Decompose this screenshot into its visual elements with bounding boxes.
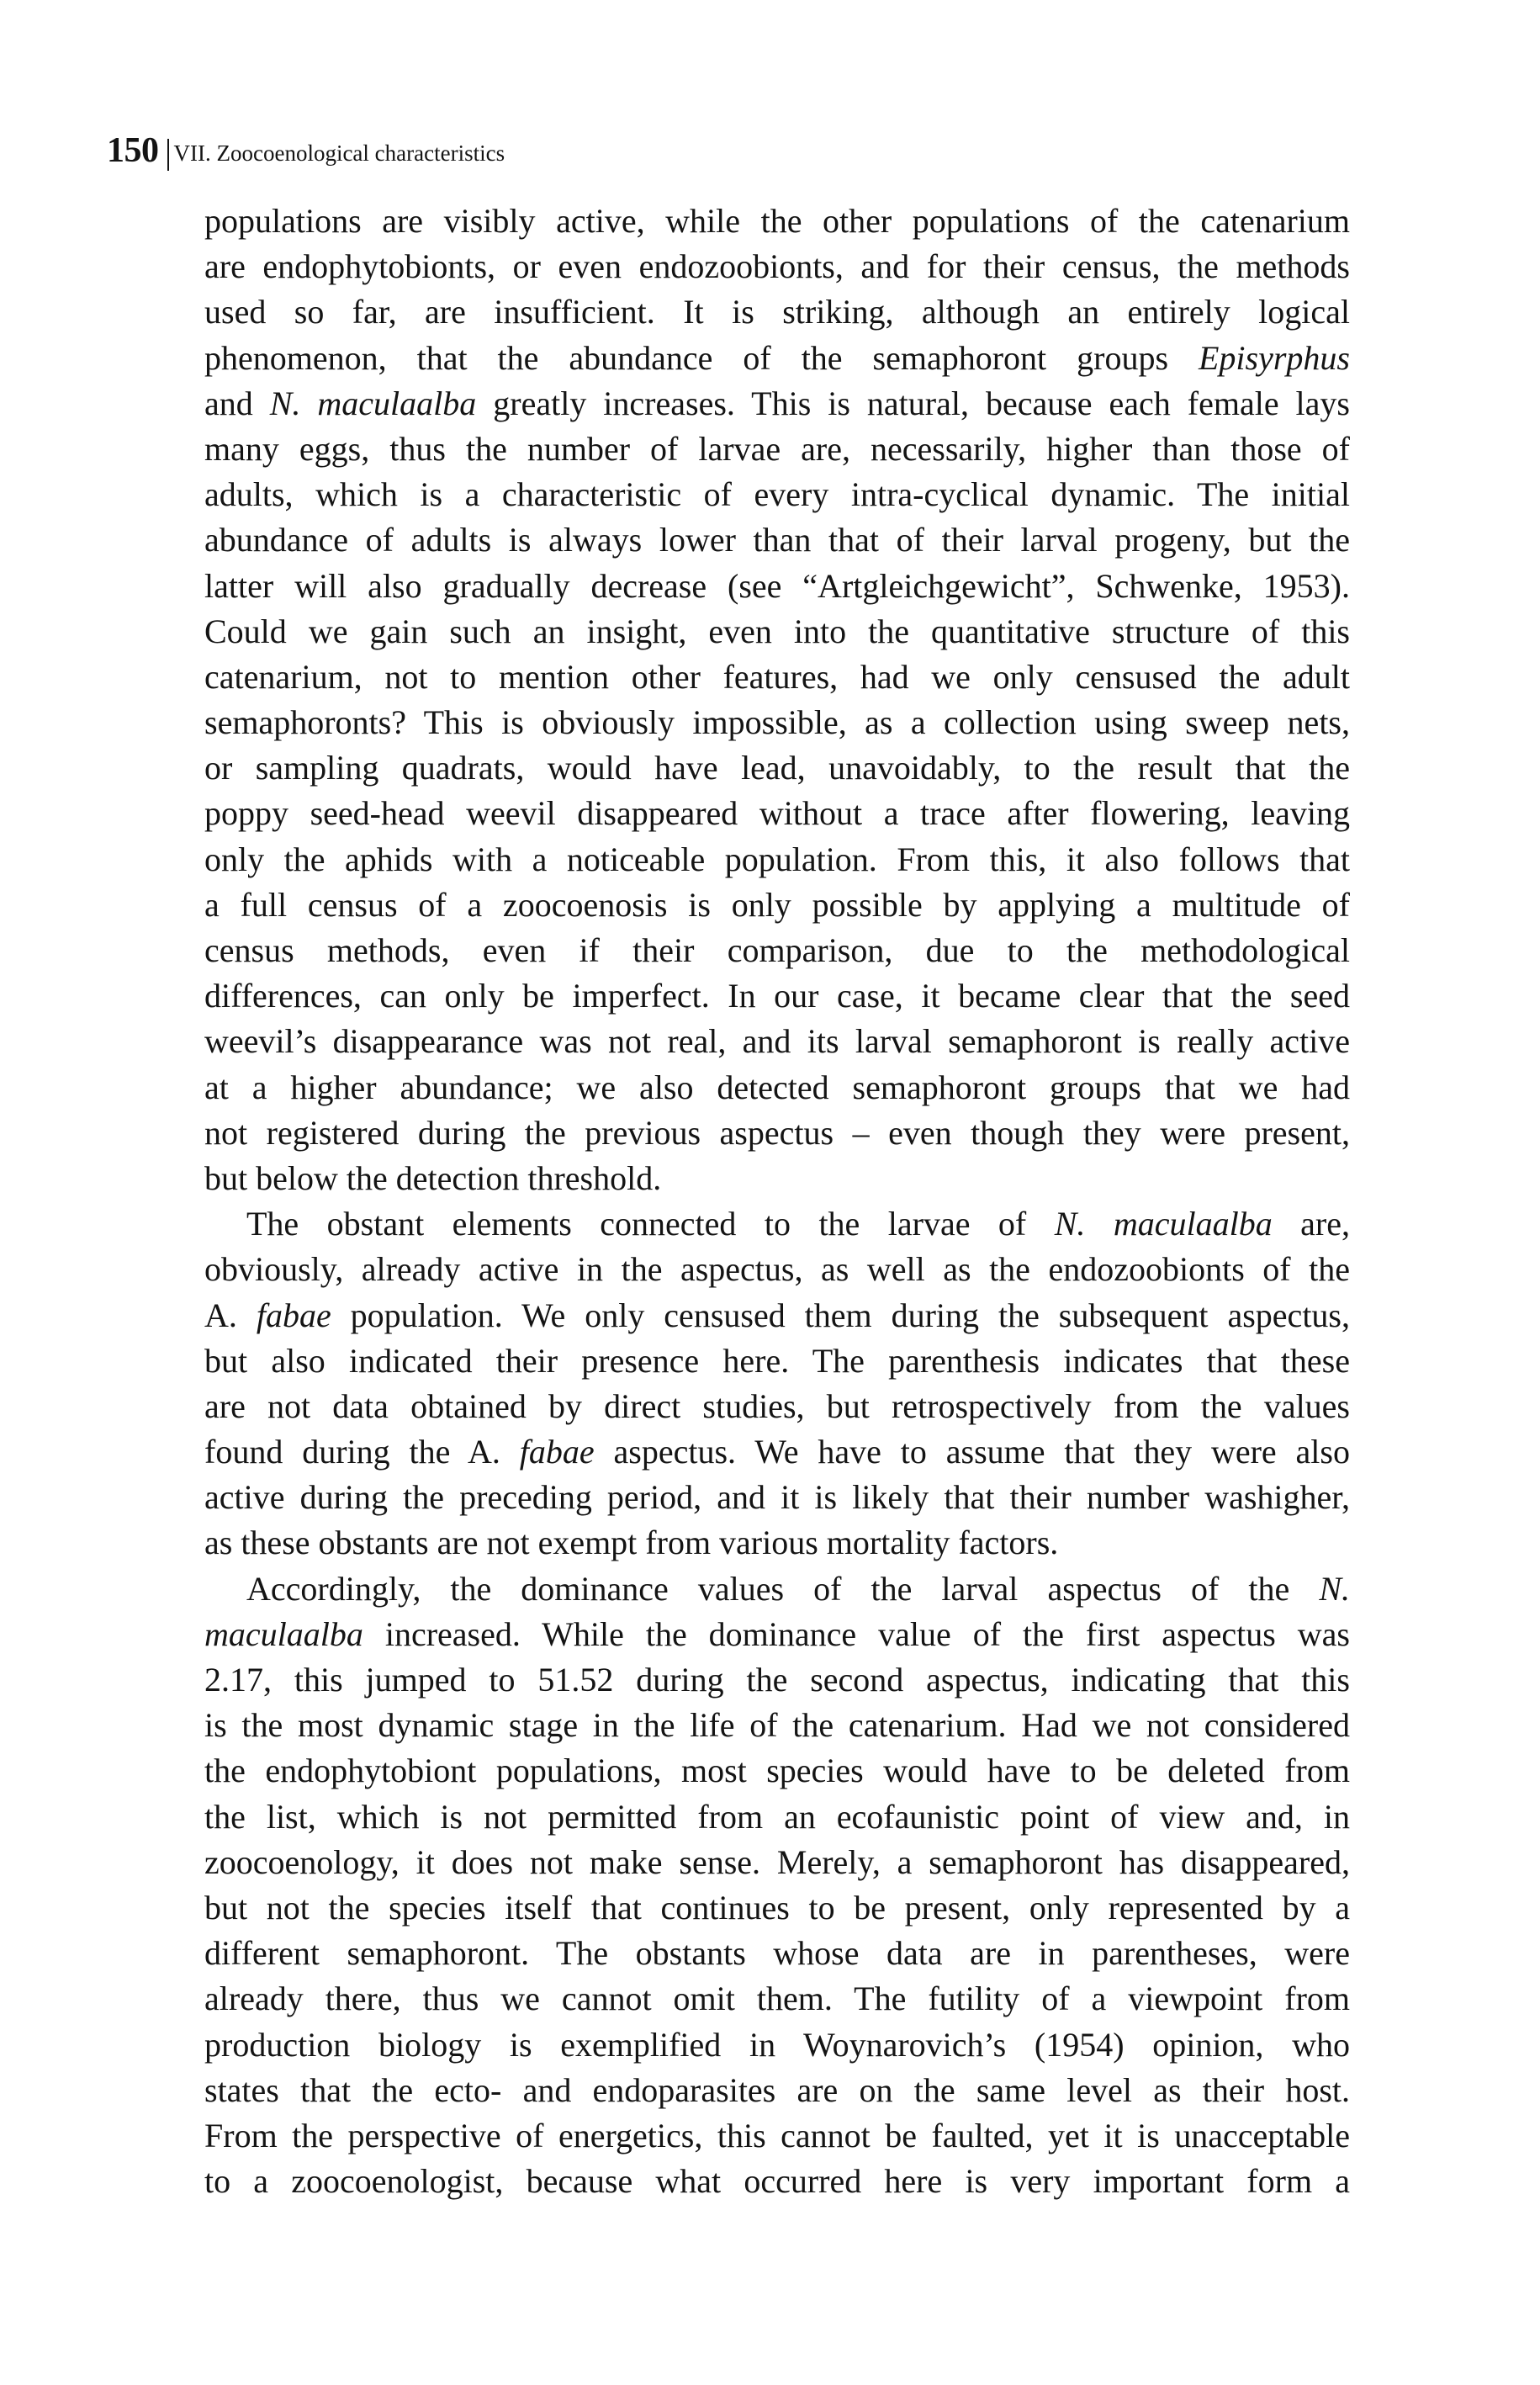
text-run: but not the species itself that continues to be present, only represented by a [204, 1888, 1350, 1927]
text-line [204, 791, 1350, 836]
text-run: is the most dynamic stage in the life of the catenarium. Had we not considered [204, 1706, 1350, 1745]
text-line [204, 1475, 1350, 1520]
text-line [204, 1156, 1350, 1201]
paragraph [204, 1201, 1350, 1566]
text-run: the endophytobiont populations, most species would have to be deleted from [204, 1752, 1350, 1790]
text-run: production biology is exemplified in Woynarovich’s (1954) opinion, who [204, 2025, 1350, 2064]
text-run: as these obstants are not exempt from various mortality factors. [204, 1524, 1059, 1562]
italic-term: fabae [519, 1433, 595, 1471]
running-head-divider [167, 139, 169, 171]
text-run: From the perspective of energetics, this cannot be faulted, yet it is unacceptable [204, 2116, 1350, 2154]
text-run: catenarium, not to mention other features, had we only censused the adult [204, 657, 1350, 696]
text-line [204, 1247, 1350, 1292]
text-line [204, 2159, 1350, 2204]
text-run: Could we gain such an insight, even into the quantitative structure of this [204, 612, 1350, 650]
text-line [204, 2022, 1350, 2068]
italic-term: fabae [256, 1296, 331, 1334]
text-line [204, 1885, 1350, 1931]
text-run: but below the detection threshold. [204, 1158, 662, 1197]
text-run: zoocoenology, it does not make sense. Merely, a semaphoront has disappeared, [204, 1842, 1350, 1881]
text-line [204, 1110, 1350, 1156]
text-run: are not data obtained by direct studies, but retrospectively from the values [204, 1386, 1350, 1425]
text-run: are, [1272, 1205, 1351, 1243]
italic-term: Episyrphus [1199, 338, 1350, 377]
text-line [204, 837, 1350, 882]
text-run: semaphoronts? This is obviously impossible, as a collection using sweep nets, [204, 703, 1350, 742]
text-run: at a higher abundance; we also detected semaphoront groups that we had [204, 1068, 1350, 1106]
text-line [204, 381, 1350, 427]
text-run: 2.17, this jumped to 51.52 during the second aspectus, indicating that this [204, 1661, 1350, 1699]
paragraph [204, 1566, 1350, 2205]
text-line [204, 1520, 1350, 1566]
body-text [204, 199, 1350, 2204]
text-line [204, 1065, 1350, 1110]
text-line [204, 1384, 1350, 1429]
text-run: active during the preceding period, and it is likely that their number washigher, [204, 1478, 1350, 1517]
text-run: many eggs, thus the number of larvae are, necessarily, higher than those of [204, 429, 1350, 468]
text-line [204, 1293, 1350, 1338]
text-run: aspectus. We have to assume that they were also [594, 1433, 1350, 1471]
text-run: increased. While the dominance value of the first aspectus was [363, 1614, 1350, 1653]
text-line [204, 1566, 1350, 1612]
text-run: found during the A. [204, 1433, 520, 1471]
text-run: the list, which is not permitted from an ecofaunistic point of view and, in [204, 1797, 1350, 1836]
text-line [204, 1794, 1350, 1840]
text-run: only the aphids with a noticeable population. From this, it also follows that [204, 840, 1350, 878]
text-line [204, 472, 1350, 517]
text-line [204, 2113, 1350, 2159]
text-run: and [204, 384, 270, 422]
text-run: A. [204, 1296, 257, 1334]
text-run: a full census of a zoocoenosis is only possible by applying a multitude of [204, 885, 1350, 924]
text-line [204, 1748, 1350, 1794]
text-line [204, 609, 1350, 655]
text-line [204, 882, 1350, 928]
text-run: The obstant elements connected to the larvae of [246, 1205, 1055, 1243]
text-line [204, 745, 1350, 791]
text-line [204, 1019, 1350, 1064]
text-line [204, 1612, 1350, 1657]
text-line [204, 700, 1350, 745]
text-line [204, 1338, 1350, 1384]
text-line [204, 336, 1350, 381]
text-run: Accordingly, the dominance values of the larval aspectus of the [246, 1569, 1320, 1608]
text-run: obviously, already active in the aspectus, as well as the endozoobionts of the [204, 1250, 1350, 1289]
italic-term: maculaalba [204, 1614, 363, 1653]
text-line [204, 1429, 1350, 1475]
text-run: weevil’s disappearance was not real, and its larval semaphoront is really active [204, 1022, 1350, 1061]
text-run: but also indicated their presence here. The parenthesis indicates that these [204, 1341, 1350, 1380]
italic-term: N. maculaalba [269, 384, 477, 422]
text-line [204, 973, 1350, 1019]
text-run: different semaphoront. The obstants whose data are in parentheses, were [204, 1934, 1350, 1973]
paragraph [204, 199, 1350, 1201]
italic-term: N. [1319, 1569, 1350, 1608]
text-line [204, 1976, 1350, 2022]
text-run: latter will also gradually decrease (see “Artgleichgewicht”, Schwenke, 1953). [204, 566, 1350, 605]
text-run: used so far, are insufficient. It is striking, although an entirely logical [204, 293, 1350, 331]
text-line [204, 289, 1350, 335]
text-run: abundance of adults is always lower than that of their larval progeny, but the [204, 521, 1350, 559]
text-run: census methods, even if their comparison, due to the methodological [204, 931, 1350, 969]
text-run: states that the ecto- and endoparasites are on the same level as their host. [204, 2070, 1350, 2109]
chapter-title: VII. Zoocoenological characteristics [173, 140, 505, 166]
text-run: population. We only censused them during the subsequent aspectus, [331, 1296, 1350, 1334]
text-line [204, 655, 1350, 700]
text-run: not registered during the previous aspectus – even though they were present, [204, 1113, 1350, 1152]
text-line [204, 517, 1350, 563]
italic-term: N. maculaalba [1054, 1205, 1273, 1243]
text-line [204, 427, 1350, 472]
text-line [204, 1657, 1350, 1703]
text-run: populations are visibly active, while the other populations of the catenarium [204, 202, 1350, 240]
text-run: to a zoocoenologist, because what occurred here is very important form a [204, 2162, 1350, 2201]
text-run: or sampling quadrats, would have lead, unavoidably, to the result that the [204, 749, 1350, 787]
text-line [204, 1840, 1350, 1885]
text-line [204, 244, 1350, 289]
text-line [204, 1703, 1350, 1748]
text-line [204, 564, 1350, 609]
text-run: greatly increases. This is natural, because each female lays [476, 384, 1350, 422]
text-run: phenomenon, that the abundance of the semaphoront groups [204, 338, 1199, 377]
text-run: differences, can only be imperfect. In our case, it became clear that the seed [204, 977, 1350, 1015]
text-line [204, 2068, 1350, 2113]
text-run: adults, which is a characteristic of every intra-cyclical dynamic. The initial [204, 475, 1350, 514]
text-run: already there, thus we cannot omit them. The futility of a viewpoint from [204, 1980, 1350, 2018]
text-line [204, 1931, 1350, 1976]
page-number: 150 [107, 131, 159, 170]
text-line [204, 199, 1350, 244]
text-run: poppy seed-head weevil disappeared without a trace after flowering, leaving [204, 794, 1350, 833]
text-run: are endophytobionts, or even endozoobionts, and for their census, the methods [204, 247, 1350, 286]
text-line [204, 928, 1350, 973]
running-head [107, 126, 505, 168]
text-line [204, 1201, 1350, 1247]
